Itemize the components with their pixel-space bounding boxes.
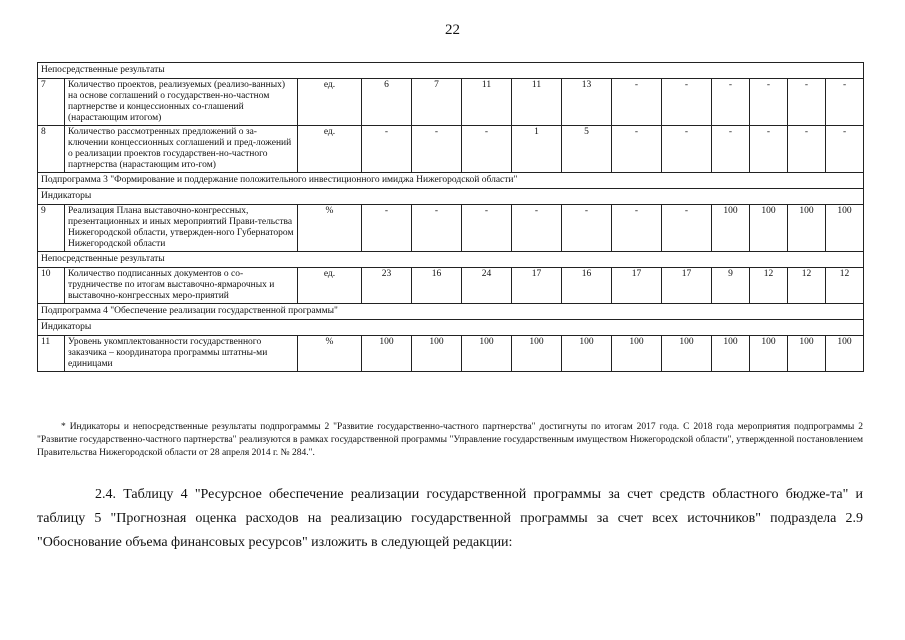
table-row — [38, 126, 864, 173]
value-cell: 100 — [362, 336, 412, 372]
value-cell: 13 — [562, 79, 612, 126]
value-cell: 11 — [462, 79, 512, 126]
row-number: 10 — [38, 268, 65, 304]
value-cell: 100 — [462, 336, 512, 372]
value-cell: 23 — [362, 268, 412, 304]
value-cell: 100 — [712, 205, 750, 252]
value-cell: 100 — [412, 336, 462, 372]
row-number: 9 — [38, 205, 65, 252]
value-cell: 6 — [362, 79, 412, 126]
value-cell: - — [788, 126, 826, 173]
value-cell: 100 — [826, 336, 864, 372]
value-cell: - — [612, 79, 662, 126]
value-cell: - — [612, 126, 662, 173]
section-row — [38, 63, 864, 79]
value-cell: 100 — [750, 205, 788, 252]
value-cell: 12 — [788, 268, 826, 304]
value-cell: - — [750, 79, 788, 126]
value-cell: - — [662, 205, 712, 252]
value-cell: - — [462, 205, 512, 252]
value-cell: 5 — [562, 126, 612, 173]
value-cell: 9 — [712, 268, 750, 304]
value-cell: 17 — [662, 268, 712, 304]
value-cell: 100 — [788, 336, 826, 372]
value-cell: - — [662, 79, 712, 126]
unit-cell: % — [298, 205, 362, 252]
value-cell: - — [662, 126, 712, 173]
table-row — [38, 268, 864, 304]
table-row — [38, 336, 864, 372]
value-cell: - — [412, 126, 462, 173]
value-cell: - — [788, 79, 826, 126]
section-row — [38, 252, 864, 268]
value-cell: - — [750, 126, 788, 173]
value-cell: 100 — [562, 336, 612, 372]
row-number: 11 — [38, 336, 65, 372]
value-cell: - — [826, 126, 864, 173]
value-cell: - — [362, 205, 412, 252]
table-row — [38, 205, 864, 252]
value-cell: - — [562, 205, 612, 252]
section-row — [38, 304, 864, 320]
value-cell: - — [612, 205, 662, 252]
indicator-name: Количество рассмотренных предложений о за-ключении концессионных соглашений и пред-ложений о реализации проектов государствен-но-частного партнерства (нарастающим ито-гом) — [65, 126, 298, 173]
value-cell: - — [712, 126, 750, 173]
footnote: * Индикаторы и непосредственные результаты подпрограммы 2 "Развитие государственно-частного партнерства" достигнуты по итогам 2017 года. С 2018 года мероприятия подпрограммы 2 "Развитие государственно-частного партнерства" реализуются в рамках государственной программы "Управление государственным имуществом Нижегородской области", утвержденной постановлением Правительства Нижегородской области от 28 апреля 2014 г. № 284.". — [37, 422, 863, 458]
indicator-name: Количество подписанных документов о со-трудничестве по итогам выставочно-ярмарочных и выставочно-конгрессных меро-приятий — [65, 268, 298, 304]
value-cell: 100 — [662, 336, 712, 372]
value-cell: 100 — [826, 205, 864, 252]
unit-cell: ед. — [298, 79, 362, 126]
value-cell: 12 — [750, 268, 788, 304]
body-paragraph: 2.4. Таблицу 4 "Ресурсное обеспечение реализации государственной программы за счет средств областного бюдже-та" и таблицу 5 "Прогнозная оценка расходов на реализацию государственной программы за счет всех источников" подраздела 2.9 "Обоснование объема финансовых ресурсов" изложить в следующей редакции: — [37, 487, 863, 550]
section-title: Подпрограмма 3 "Формирование и поддержание положительного инвестиционного имиджа Нижегородской области" — [38, 173, 864, 189]
row-number: 8 — [38, 126, 65, 173]
value-cell: 7 — [412, 79, 462, 126]
value-cell: 100 — [750, 336, 788, 372]
page-number: 22 — [445, 22, 460, 38]
value-cell: 1 — [512, 126, 562, 173]
value-cell: 16 — [412, 268, 462, 304]
section-title: Индикаторы — [38, 320, 864, 336]
unit-cell: ед. — [298, 126, 362, 173]
value-cell: 100 — [612, 336, 662, 372]
section-row — [38, 173, 864, 189]
indicator-name: Количество проектов, реализуемых (реализо-ванных) на основе соглашений о государствен-но-частном партнерстве и концессионных со-глашений (нарастающим итогом) — [65, 79, 298, 126]
unit-cell: ед. — [298, 268, 362, 304]
value-cell: 12 — [826, 268, 864, 304]
section-row — [38, 189, 864, 205]
value-cell: 11 — [512, 79, 562, 126]
indicator-name: Реализация Плана выставочно-конгрессных, презентационных и иных мероприятий Прави-тельства Нижегородской области, утвержден-ного Губернатором Нижегородской области — [65, 205, 298, 252]
row-number: 7 — [38, 79, 65, 126]
value-cell: - — [412, 205, 462, 252]
value-cell: - — [826, 79, 864, 126]
value-cell: 100 — [512, 336, 562, 372]
value-cell: 100 — [788, 205, 826, 252]
section-title: Непосредственные результаты — [38, 63, 864, 79]
value-cell: - — [462, 126, 512, 173]
indicator-name: Уровень укомплектованности государственного заказчика – координатора программы штатны-ми единицами — [65, 336, 298, 372]
value-cell: - — [512, 205, 562, 252]
value-cell: - — [362, 126, 412, 173]
section-title: Индикаторы — [38, 189, 864, 205]
value-cell: 17 — [512, 268, 562, 304]
value-cell: 24 — [462, 268, 512, 304]
section-title: Подпрограмма 4 "Обеспечение реализации государственной программы" — [38, 304, 864, 320]
value-cell: 100 — [712, 336, 750, 372]
section-row — [38, 320, 864, 336]
table-row — [38, 79, 864, 126]
unit-cell: % — [298, 336, 362, 372]
indicators-table — [37, 62, 864, 372]
value-cell: 17 — [612, 268, 662, 304]
value-cell: - — [712, 79, 750, 126]
value-cell: 16 — [562, 268, 612, 304]
section-title: Непосредственные результаты — [38, 252, 864, 268]
